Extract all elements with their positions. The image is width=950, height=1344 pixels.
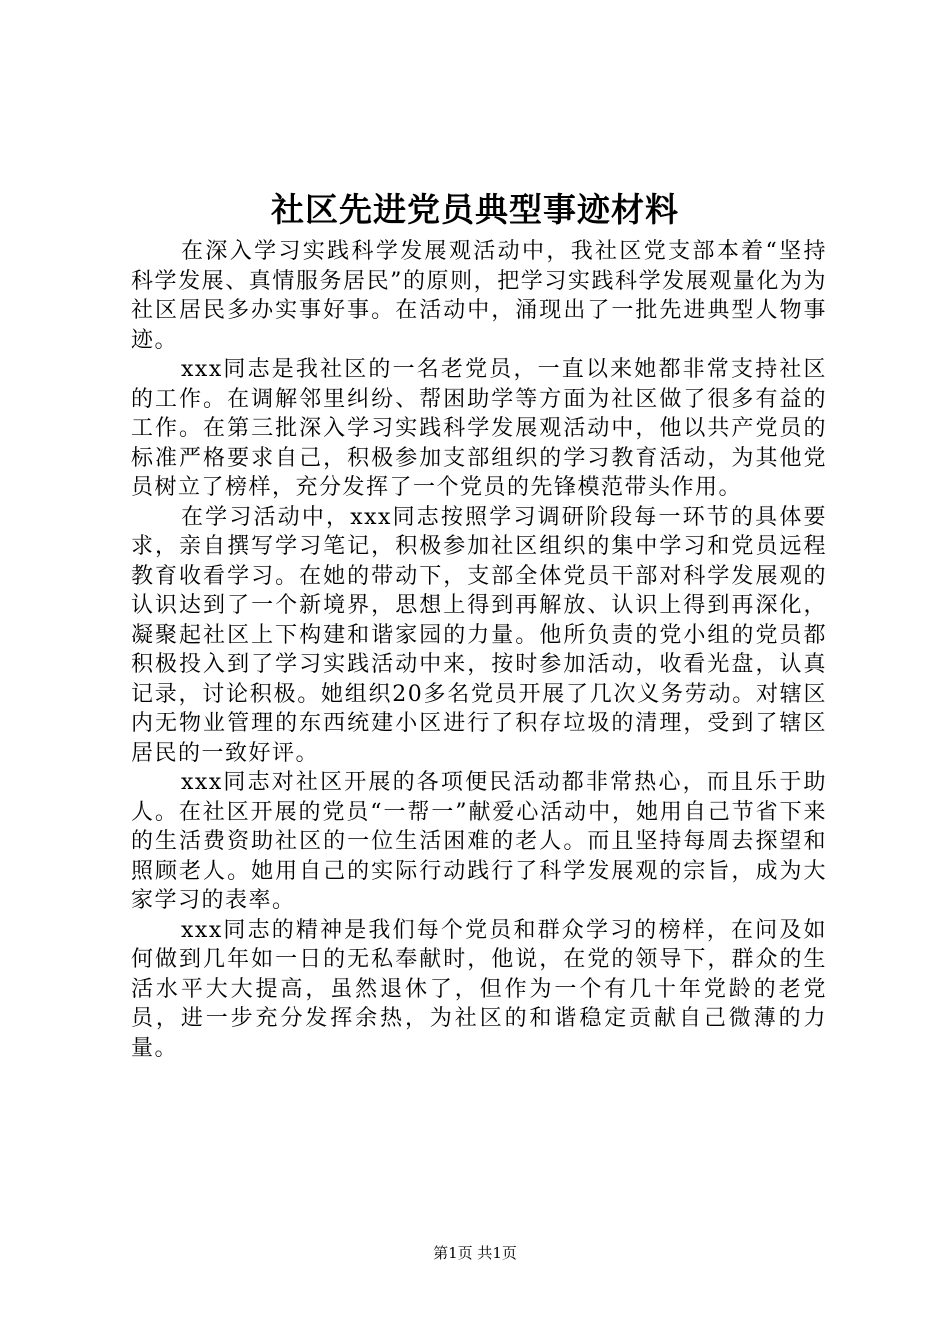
document-body [131,237,827,1063]
paragraph-5: xxx同志的精神是我们每个党员和群众学习的榜样，在问及如何做到几年如一日的无私奉献时，他说，在党的领导下，群众的生活水平大大提高，虽然退休了，但作为一个有几十年党龄的老党员，进一步充分发挥余热，为社区的和谐稳定贡献自己微薄的力量。 [131,917,827,1061]
document-title: 社区先进党员典型事迹材料 [271,190,679,229]
page-footer: 第1页 共1页 [433,1244,517,1262]
paragraph-2: xxx同志是我社区的一名老党员，一直以来她都非常支持社区的工作。在调解邻里纠纷、帮困助学等方面为社区做了很多有益的工作。在第三批深入学习实践科学发展观活动中，他以共产党员的标准严格要求自己，积极参加支部组织的学习教育活动，为其他党员树立了榜样，充分发挥了一个党员的先锋模范带头作用。 [131,357,827,500]
paragraph-1: 在深入学习实践科学发展观活动中，我社区党支部本着“坚持科学发展、真情服务居民”的原则，把学习实践科学发展观量化为为社区居民多办实事好事。在活动中，涌现出了一批先进典型人物事迹。 [131,239,827,353]
paragraph-3: 在学习活动中，xxx同志按照学习调研阶段每一环节的具体要求，亲自撰写学习笔记，积极参加社区组织的集中学习和党员远程教育收看学习。在她的带动下，支部全体党员干部对科学发展观的认识达到了一个新境界，思想上得到再解放、认识上得到再深化，凝聚起社区上下构建和谐家园的力量。他所负责的党小组的党员都积极投入到了学习实践活动中来，按时参加活动，收看光盘，认真记录，讨论积极。她组织20多名党员开展了几次义务劳动。对辖区内无物业管理的东西统建小区进行了积存垃圾的清理，受到了辖区居民的一致好评。 [131,504,827,766]
paragraph-4: xxx同志对社区开展的各项便民活动都非常热心，而且乐于助人。在社区开展的党员“一帮一”献爱心活动中，她用自己节省下来的生活费资助社区的一位生活困难的老人。而且坚持每周去探望和照顾老人。她用自己的实际行动践行了科学发展观的宗旨，成为大家学习的表率。 [131,770,827,913]
